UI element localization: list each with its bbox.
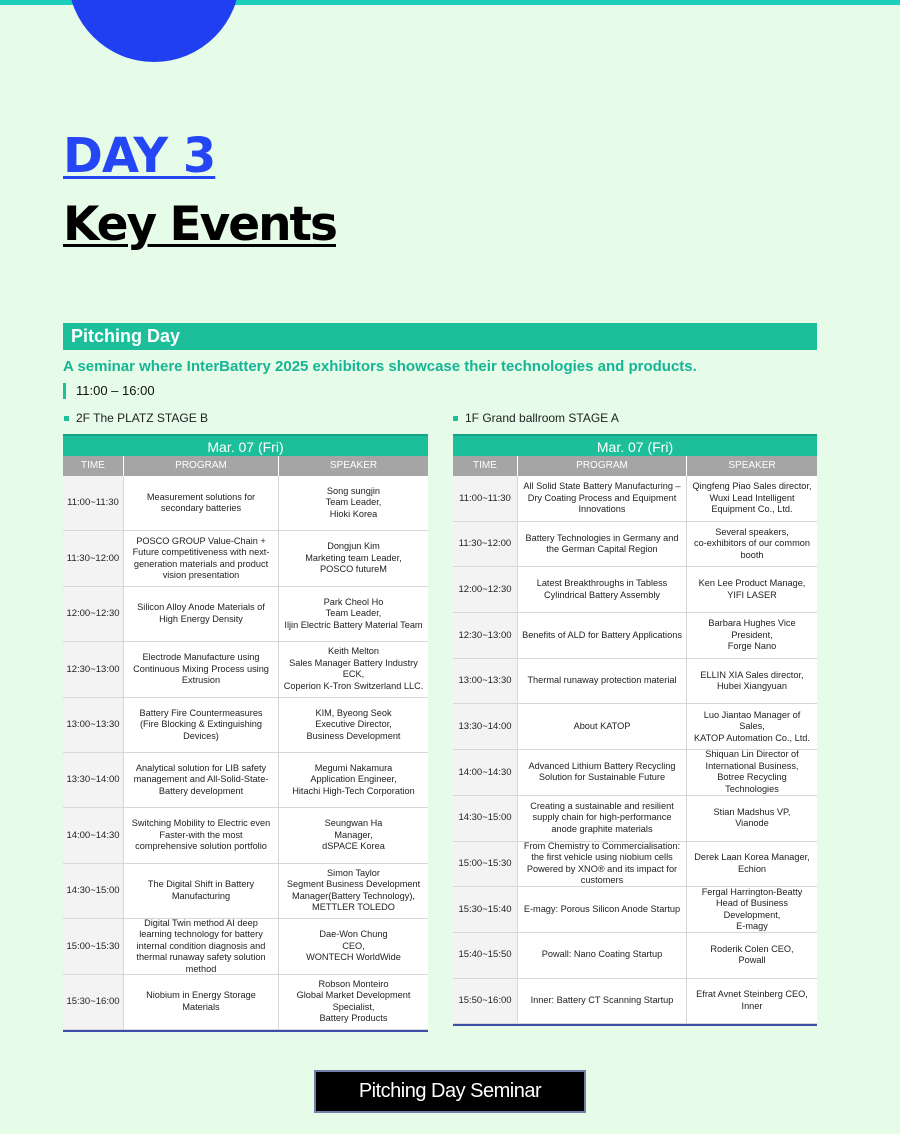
speaker-cell: Seungwan Ha Manager, dSPACE Korea (322, 818, 385, 852)
speaker-cell: Megumi Nakamura Application Engineer, Hitachi High-Tech Corporation (292, 762, 415, 796)
table-row (453, 796, 817, 842)
program-cell: E-magy: Porous Silicon Anode Startup (518, 887, 687, 932)
time-cell: 14:30~15:00 (453, 796, 518, 841)
venue-right (453, 411, 619, 425)
time-cell: 11:30~12:00 (453, 522, 518, 567)
table-row (63, 975, 428, 1030)
date-header: Mar. 07 (Fri) (453, 434, 817, 456)
time-cell: 12:30~13:00 (453, 613, 518, 658)
table-row (453, 933, 817, 979)
time-cell: 12:30~13:00 (63, 642, 124, 696)
time-cell: 13:00~13:30 (63, 698, 124, 752)
time-cell: 15:30~15:40 (453, 887, 518, 932)
schedule-rows (453, 476, 817, 1024)
speaker-cell: Simon Taylor Segment Business Development Manager(Battery Technology), METTLER TOLEDO (286, 867, 421, 913)
program-cell: Thermal runaway protection material (518, 659, 687, 704)
speaker-cell: Several speakers, co-exhibitors of our common booth (694, 526, 810, 560)
table-row (63, 642, 428, 697)
time-cell: 15:40~15:50 (453, 933, 518, 978)
table-row (63, 476, 428, 531)
table-row (63, 808, 428, 863)
speaker-cell: ELLIN XIA Sales director, Hubei Xiangyuan (700, 669, 804, 692)
speaker-cell: Efrat Avnet Steinberg CEO, Inner (696, 989, 808, 1011)
table-row (453, 567, 817, 613)
time-cell: 11:00~11:30 (453, 476, 518, 521)
bullet-square-icon (453, 416, 458, 421)
date-header: Mar. 07 (Fri) (63, 434, 428, 456)
program-cell: Battery Fire Countermeasures (Fire Blocking & Extinguishing Devices) (124, 698, 279, 752)
program-cell: Electrode Manufacture using Continuous Mixing Process using Extrusion (124, 642, 279, 696)
program-cell: POSCO GROUP Value-Chain + Future competitiveness with next-generation materials and product vision presentation (124, 531, 279, 585)
venue-right-label: 1F Grand ballroom STAGE A (465, 411, 619, 425)
program-cell: Advanced Lithium Battery Recycling Solution for Sustainable Future (518, 750, 687, 795)
column-header-row (63, 456, 428, 476)
program-cell: Digital Twin method AI deep learning technology for battery internal condition diagnosis and thermal runaway safety solution method (124, 919, 279, 973)
table-row (453, 750, 817, 796)
column-header-time: TIME (63, 456, 124, 476)
pitching-day-seminar-button[interactable]: Pitching Day Seminar (314, 1070, 586, 1113)
speaker-cell: Park Cheol Ho Team Leader, Iljin Electric Battery Material Team (284, 596, 423, 630)
speaker-cell: Dongjun Kim Marketing team Leader, POSCO futureM (305, 541, 402, 575)
time-cell: 15:50~16:00 (453, 979, 518, 1024)
column-header-row (453, 456, 817, 476)
speaker-cell: Fergal Harrington-Beatty Head of Business Development, E-magy (701, 886, 803, 932)
speaker-cell: Keith Melton Sales Manager Battery Industry ECK, Coperion K-Tron Switzerland LLC. (283, 646, 424, 691)
program-cell: Switching Mobility to Electric even Faster-with the most comprehensive solution portfolio (124, 808, 279, 862)
time-cell: 13:30~14:00 (63, 753, 124, 807)
program-cell: About KATOP (518, 704, 687, 749)
program-cell: Measurement solutions for secondary batteries (124, 476, 279, 530)
section-title: Pitching Day (63, 323, 817, 350)
program-cell: Analytical solution for LIB safety management and All-Solid-State-Battery development (124, 753, 279, 807)
column-header-program: PROGRAM (124, 456, 279, 476)
program-cell: All Solid State Battery Manufacturing – Dry Coating Process and Equipment Innovations (518, 476, 687, 521)
column-header-program: PROGRAM (518, 456, 687, 476)
column-header-speaker: SPEAKER (329, 460, 378, 471)
speaker-cell: Robson Monteiro Global Market Development Specialist, Battery Products (296, 978, 411, 1024)
time-cell: 11:30~12:00 (63, 531, 124, 585)
table-row (63, 587, 428, 642)
time-range: 11:00 – 16:00 (63, 383, 155, 399)
schedule-rows (63, 476, 428, 1030)
table-row (63, 919, 428, 974)
time-cell: 11:00~11:30 (63, 476, 124, 530)
program-cell: Silicon Alloy Anode Materials of High Energy Density (124, 587, 279, 641)
table-row (63, 753, 428, 808)
time-cell: 13:30~14:00 (453, 704, 518, 749)
bullet-square-icon (64, 416, 69, 421)
program-cell: Battery Technologies in Germany and the German Capital Region (518, 522, 687, 567)
schedule-table-left (63, 434, 428, 1032)
speaker-cell: Dae-Won Chung CEO, WONTECH WorldWide (306, 929, 401, 963)
speaker-cell: Qingfeng Piao Sales director, Wuxi Lead Intelligent Equipment Co., Ltd. (692, 481, 812, 515)
day-title: DAY 3 (63, 128, 216, 184)
time-cell: 12:00~12:30 (63, 587, 124, 641)
table-row (63, 698, 428, 753)
speaker-cell: Luo Jiantao Manager of Sales, KATOP Automation Co., Ltd. (694, 709, 810, 743)
schedule-table-right (453, 434, 817, 1026)
program-cell: The Digital Shift in Battery Manufacturing (124, 864, 279, 918)
speaker-cell: Shiquan Lin Director of International Business, Botree Recycling Technologies (705, 749, 799, 794)
time-cell: 12:00~12:30 (453, 567, 518, 612)
table-row (63, 531, 428, 586)
table-row (453, 704, 817, 750)
column-header-time: TIME (453, 456, 518, 476)
speaker-cell: Barbara Hughes Vice President, Forge Nano (708, 618, 796, 652)
time-cell: 15:00~15:30 (63, 919, 124, 973)
program-cell: Benefits of ALD for Battery Applications (518, 613, 687, 658)
speaker-cell: Stian Madshus VP, Vianode (713, 806, 791, 829)
venue-left (64, 411, 208, 425)
speaker-cell: Ken Lee Product Manage, YIFI LASER (698, 578, 806, 600)
program-cell: Powall: Nano Coating Startup (518, 933, 687, 978)
program-cell: Niobium in Energy Storage Materials (124, 975, 279, 1029)
time-cell: 15:00~15:30 (453, 842, 518, 887)
program-cell: Latest Breakthroughs in Tabless Cylindrical Battery Assembly (518, 567, 687, 612)
column-header-speaker: SPEAKER (728, 460, 776, 471)
speaker-cell: Derek Laan Korea Manager, Echion (694, 852, 810, 874)
program-cell: Inner: Battery CT Scanning Startup (518, 979, 687, 1024)
table-row (453, 842, 817, 888)
speaker-cell: Roderik Colen CEO, Powall (710, 943, 794, 966)
table-row (453, 659, 817, 705)
time-cell: 15:30~16:00 (63, 975, 124, 1029)
table-row (453, 979, 817, 1025)
table-row (453, 522, 817, 568)
table-row (453, 887, 817, 933)
time-cell: 13:00~13:30 (453, 659, 518, 704)
decorative-circle (68, 0, 240, 62)
speaker-cell: Song sungjin Team Leader, Hioki Korea (325, 485, 382, 519)
table-row (453, 476, 817, 522)
time-cell: 14:00~14:30 (453, 750, 518, 795)
time-cell: 14:30~15:00 (63, 864, 124, 918)
table-row (453, 613, 817, 659)
table-row (63, 864, 428, 919)
time-cell: 14:00~14:30 (63, 808, 124, 862)
speaker-cell: KIM, Byeong Seok Executive Director, Business Development (306, 707, 401, 741)
section-subtitle: A seminar where InterBattery 2025 exhibitors showcase their technologies and products. (63, 358, 697, 375)
program-cell: Creating a sustainable and resilient supply chain for high-performance anode graphite materials (518, 796, 687, 841)
page-title: Key Events (63, 197, 336, 252)
venue-left-label: 2F The PLATZ STAGE B (76, 411, 209, 425)
program-cell: From Chemistry to Commercialisation: the first vehicle using niobium cells Powered by XNO® and its impact for customers (518, 842, 687, 887)
